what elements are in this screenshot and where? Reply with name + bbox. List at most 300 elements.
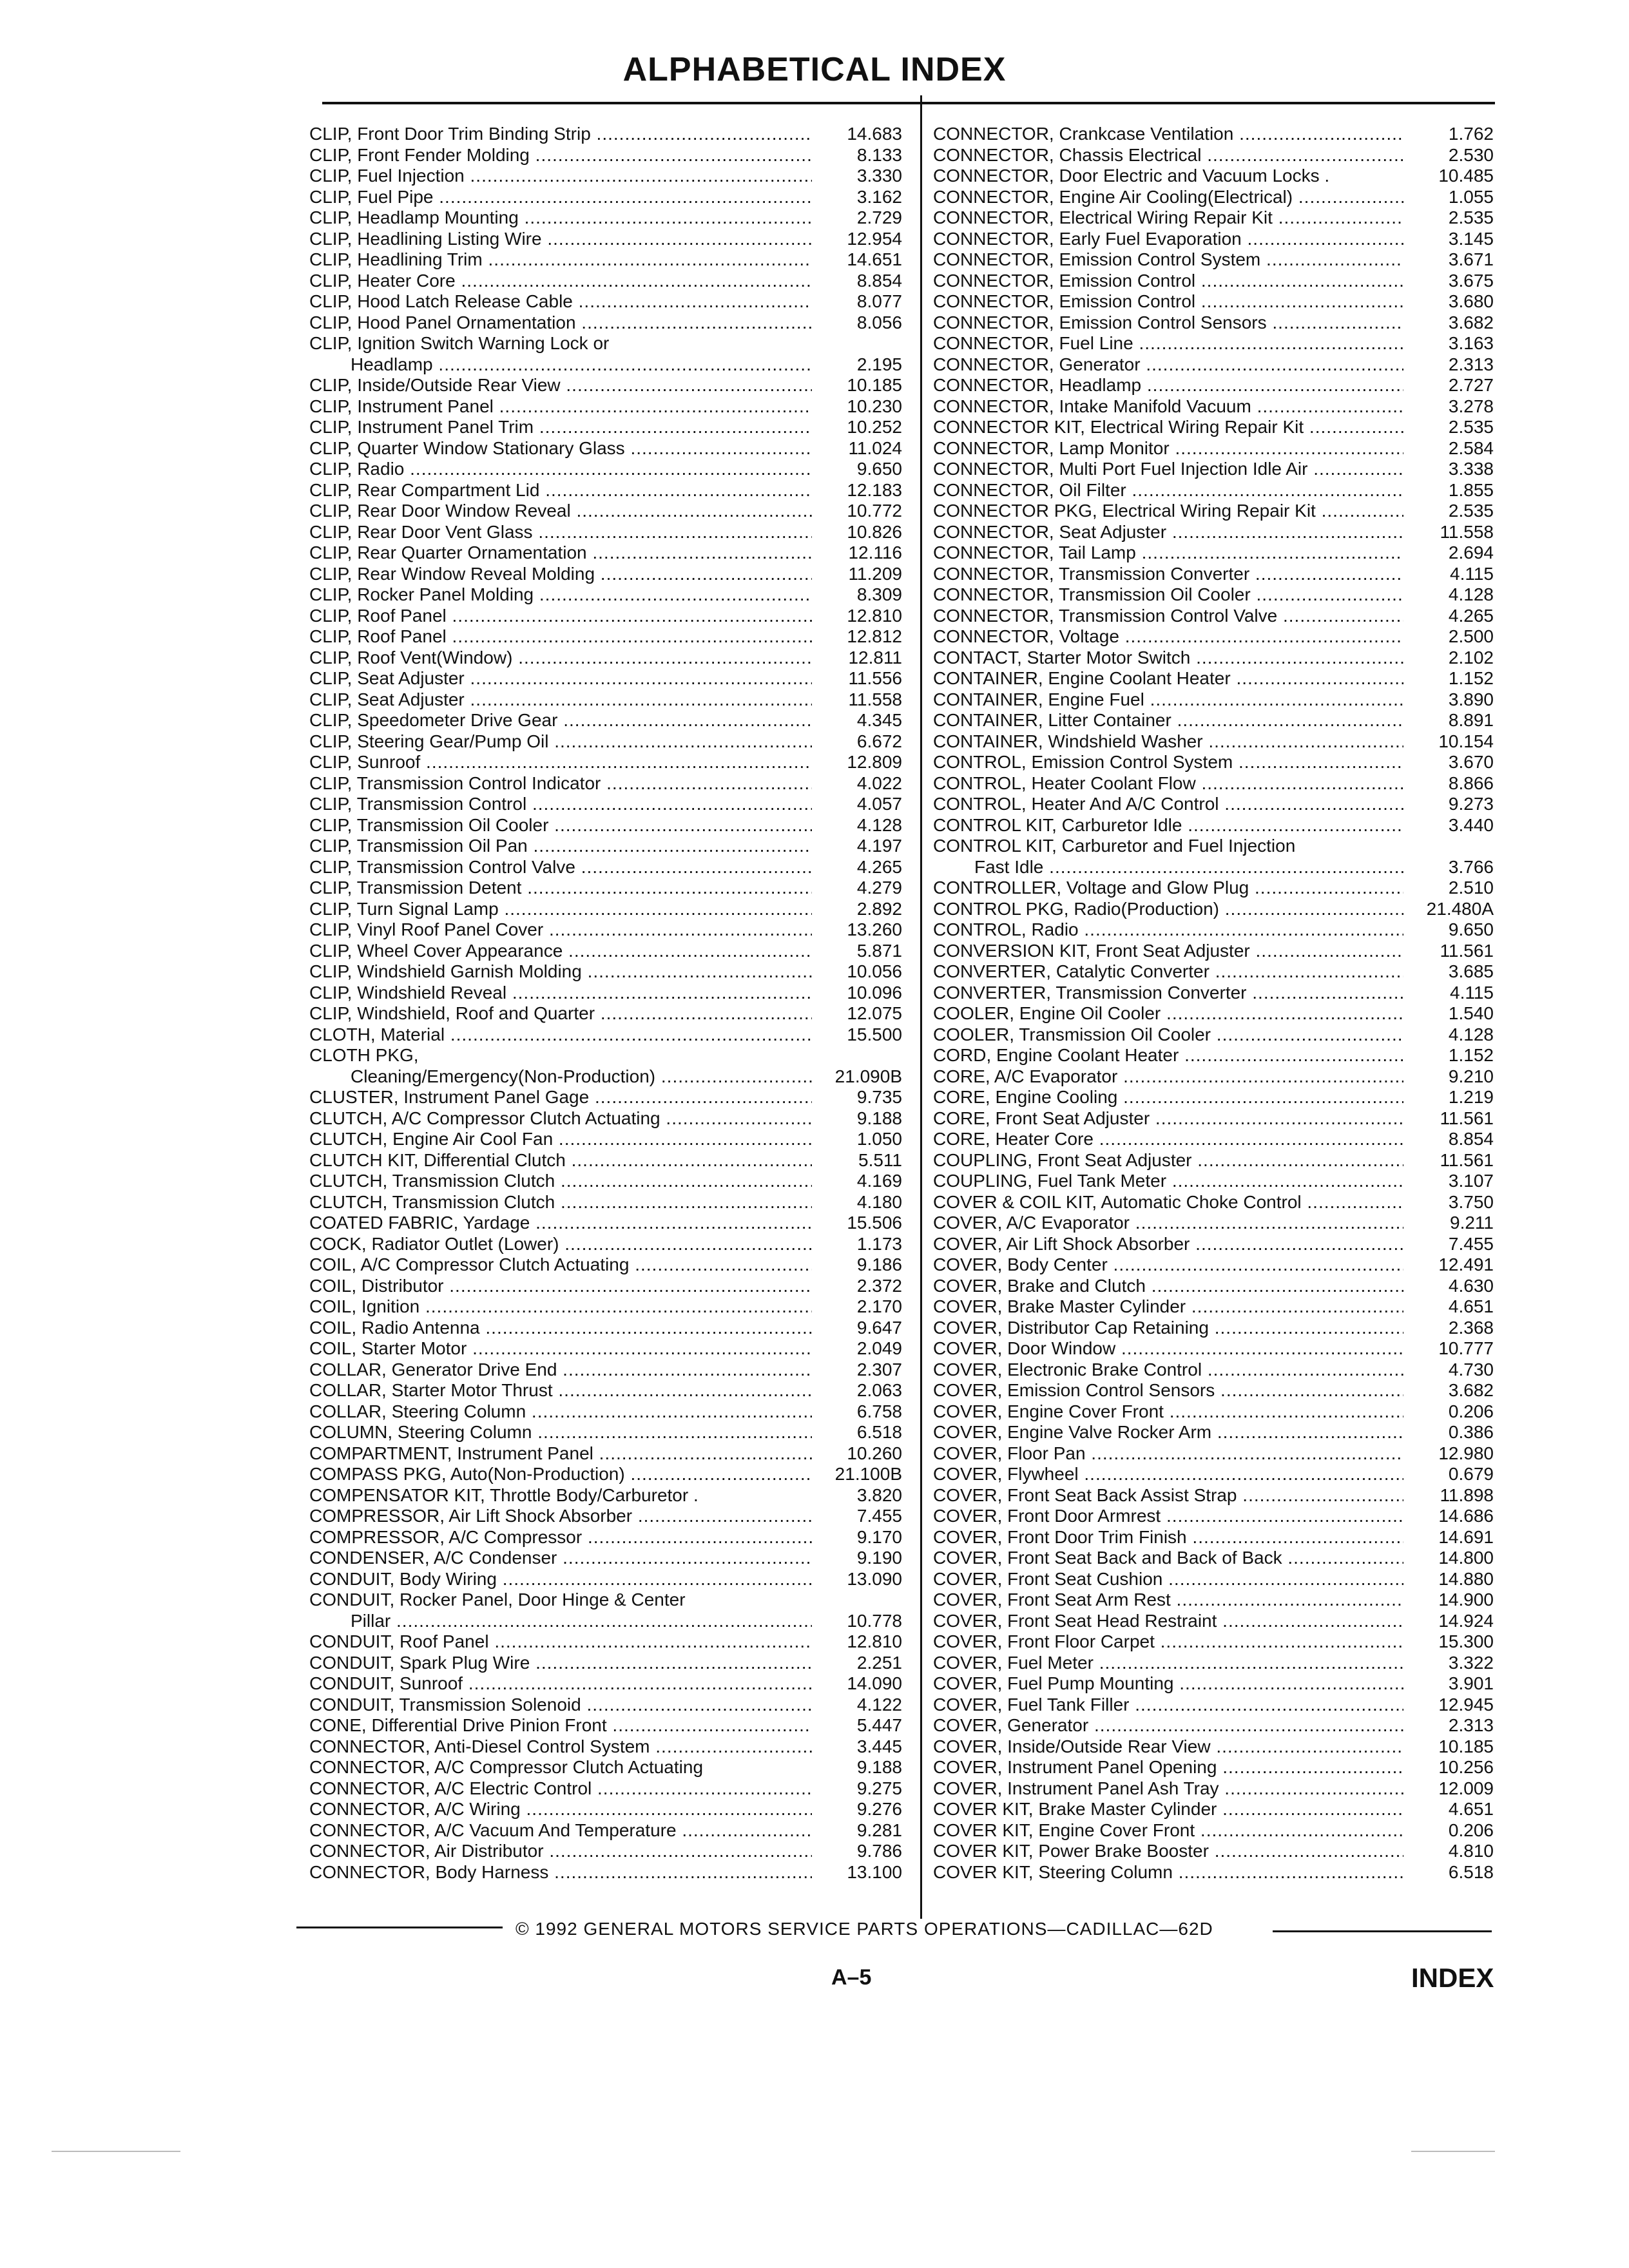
index-entry-reference: 9.735 <box>856 1087 902 1107</box>
index-entry <box>933 731 1494 753</box>
index-entry <box>309 564 902 585</box>
index-entry <box>309 1590 902 1611</box>
index-entry-reference: 9.650 <box>856 459 902 479</box>
index-entry-term: CONNECTOR, Fuel Line ..... <box>933 333 1403 354</box>
index-entry <box>933 1464 1494 1485</box>
index-entry-term: CONDUIT, Rocker Panel, Door Hinge & Center <box>309 1590 686 1610</box>
index-entry-term: CLIP, Roof Vent(Window) ..... <box>309 648 812 669</box>
index-entry-reference: 9.275 <box>856 1778 902 1798</box>
index-entry-term: CLIP, Roof Panel ..... <box>309 606 812 627</box>
index-entry <box>933 1631 1494 1653</box>
index-entry-reference: 7.455 <box>1448 1233 1494 1254</box>
index-entry-reference: 1.050 <box>856 1129 902 1149</box>
index-entry-reference: 4.651 <box>1448 1799 1494 1819</box>
index-column-right <box>933 124 1494 1883</box>
index-entry-term: CLIP, Seat Adjuster ..... <box>309 689 812 711</box>
index-entry-reference: 10.485 <box>1438 166 1494 186</box>
index-entry-term: COVER KIT, Brake Master Cylinder ..... <box>933 1799 1403 1820</box>
index-entry <box>309 1485 902 1506</box>
index-entry <box>933 1736 1494 1758</box>
index-entry-term: CONNECTOR, Generator ..... <box>933 354 1403 376</box>
index-entry-reference: 10.778 <box>847 1610 902 1631</box>
index-entry-reference: 8.866 <box>1448 773 1494 793</box>
index-entry <box>933 1360 1494 1381</box>
index-entry-term: COLLAR, Steering Column ..... <box>309 1401 812 1423</box>
index-entry <box>309 522 902 543</box>
index-entry <box>933 271 1494 292</box>
index-entry-reference: 2.102 <box>1448 647 1494 668</box>
index-entry <box>933 899 1494 920</box>
index-entry <box>933 1150 1494 1171</box>
index-entry <box>933 438 1494 459</box>
index-entry <box>933 919 1494 941</box>
index-entry <box>309 291 902 312</box>
index-entry <box>309 145 902 166</box>
index-entry-term: COMPENSATOR KIT, Throttle Body/Carburetor . <box>309 1485 699 1505</box>
index-entry-reference: 2.313 <box>1448 354 1494 374</box>
index-entry-term: CONTAINER, Litter Container ..... <box>933 710 1403 731</box>
index-entry-reference: 10.252 <box>847 417 902 437</box>
index-entry-reference: 3.675 <box>1448 270 1494 291</box>
index-entry <box>933 941 1494 962</box>
index-entry-reference: 12.009 <box>1438 1778 1494 1798</box>
index-entry-reference: 3.670 <box>1448 752 1494 772</box>
index-entry <box>933 354 1494 376</box>
index-entry-term: COVER, A/C Evaporator ..... <box>933 1213 1403 1234</box>
index-entry-reference: 12.810 <box>847 605 902 626</box>
index-entry-term: COVER & COIL KIT, Automatic Choke Control ..... <box>933 1192 1403 1213</box>
index-entry-term: CLIP, Fuel Injection ..... <box>309 166 812 187</box>
index-entry <box>309 1108 902 1129</box>
index-entry <box>309 1673 902 1695</box>
index-entry <box>309 501 902 522</box>
index-entry-term: COMPASS PKG, Auto(Non-Production) ..... <box>309 1464 812 1485</box>
index-entry-reference: 0.206 <box>1448 1401 1494 1421</box>
index-entry-reference: 4.345 <box>856 710 902 730</box>
index-entry-term: COUPLING, Fuel Tank Meter ..... <box>933 1171 1403 1192</box>
index-entry-reference: 3.766 <box>1448 856 1494 877</box>
index-entry-term: CLIP, Transmission Oil Pan ..... <box>309 836 812 857</box>
index-entry-term: CLUSTER, Instrument Panel Gage ..... <box>309 1087 812 1108</box>
index-entry <box>933 648 1494 669</box>
index-entry-reference: 8.077 <box>856 291 902 311</box>
index-entry <box>309 731 902 753</box>
index-entry-term: CLIP, Front Fender Molding ..... <box>309 145 812 166</box>
index-entry-reference: 12.811 <box>848 647 902 668</box>
index-entry <box>933 145 1494 166</box>
index-entry-term: COVER KIT, Power Brake Booster ..... <box>933 1841 1403 1862</box>
index-entry-reference: 9.186 <box>856 1254 902 1274</box>
index-entry-term: CLIP, Quarter Window Stationary Glass ..... <box>309 438 812 459</box>
index-entry-term: CLUTCH, Transmission Clutch ..... <box>309 1192 812 1213</box>
index-entry <box>309 1464 902 1485</box>
index-entry-reference: 2.510 <box>1448 878 1494 898</box>
index-entry-reference: 6.758 <box>856 1401 902 1421</box>
index-entry-term: CLIP, Instrument Panel Trim ..... <box>309 417 812 438</box>
index-entry <box>309 1087 902 1108</box>
index-entry <box>309 648 902 669</box>
index-entry-term: CLIP, Rear Window Reveal Molding ..... <box>309 564 812 585</box>
index-entry <box>933 1443 1494 1465</box>
index-entry <box>933 1841 1494 1862</box>
index-entry-reference: 2.892 <box>856 898 902 919</box>
index-entry-term: CONNECTOR, Transmission Converter ..... <box>933 564 1403 585</box>
index-entry <box>933 1024 1494 1046</box>
index-entry-term: CONNECTOR, Early Fuel Evaporation ..... <box>933 229 1403 250</box>
index-entry-term: CLIP, Transmission Control Indicator ..... <box>309 773 812 794</box>
index-entry <box>933 249 1494 271</box>
index-entry <box>933 312 1494 334</box>
footer-rule-right <box>1273 1930 1492 1932</box>
index-entry <box>309 1401 902 1423</box>
index-entry-term: COVER, Brake Master Cylinder ..... <box>933 1296 1403 1318</box>
index-entry <box>309 354 902 376</box>
index-entry-reference: 10.185 <box>847 375 902 395</box>
index-entry-reference: 3.820 <box>856 1485 902 1505</box>
index-entry <box>309 1611 902 1632</box>
index-entry <box>309 836 902 857</box>
index-entry <box>309 919 902 941</box>
index-entry <box>933 794 1494 815</box>
index-entry-term: CONNECTOR KIT, Electrical Wiring Repair Kit ..... <box>933 417 1403 438</box>
index-entry-term: COVER, Engine Cover Front ..... <box>933 1401 1403 1423</box>
index-entry-reference: 8.133 <box>856 144 902 165</box>
index-entry <box>309 710 902 731</box>
index-entry <box>933 1862 1494 1883</box>
index-entry-reference: 4.810 <box>1448 1841 1494 1861</box>
index-entry <box>933 1757 1494 1778</box>
index-entry-term: CONNECTOR, Air Distributor ..... <box>309 1841 812 1862</box>
index-entry-term: CONNECTOR, Door Electric and Vacuum Locks . <box>933 166 1330 186</box>
index-entry-term: COLLAR, Starter Motor Thrust ..... <box>309 1380 812 1401</box>
index-entry <box>309 1695 902 1716</box>
index-entry <box>933 1171 1494 1192</box>
index-entry <box>933 1254 1494 1276</box>
index-entry-term: CONNECTOR, A/C Electric Control ..... <box>309 1778 812 1800</box>
index-entry-term: COVER KIT, Steering Column ..... <box>933 1862 1403 1883</box>
index-entry <box>933 983 1494 1004</box>
index-entry-term: CONNECTOR, Emission Control System ..... <box>933 249 1403 271</box>
index-entry <box>309 1380 902 1401</box>
index-entry <box>933 124 1494 145</box>
index-entry-reference: 11.558 <box>1440 521 1494 542</box>
index-entry <box>933 1715 1494 1736</box>
index-entry-reference: 9.188 <box>856 1757 902 1777</box>
index-entry-term: CONNECTOR, A/C Vacuum And Temperature ..... <box>309 1820 812 1841</box>
index-entry <box>309 1778 902 1800</box>
index-entry <box>933 375 1494 396</box>
index-entry-term: CONNECTOR, Body Harness ..... <box>309 1862 812 1883</box>
index-entry <box>933 1527 1494 1548</box>
index-entry-term: COVER, Brake and Clutch ..... <box>933 1276 1403 1297</box>
index-entry <box>309 480 902 501</box>
index-entry <box>309 1276 902 1297</box>
index-entry <box>933 207 1494 229</box>
index-entry-term: CONNECTOR, Anti-Diesel Control System ..... <box>309 1736 812 1758</box>
index-entry-reference: 3.890 <box>1448 689 1494 709</box>
index-entry-reference: 5.511 <box>858 1149 902 1170</box>
index-entry-reference: 12.954 <box>847 228 902 249</box>
page-title: ALPHABETICAL INDEX <box>622 51 1007 88</box>
index-entry-reference: 4.128 <box>856 814 902 835</box>
index-entry <box>933 878 1494 899</box>
index-entry-reference: 4.197 <box>856 836 902 856</box>
index-entry <box>933 1569 1494 1590</box>
index-column-left <box>309 124 902 1883</box>
index-entry-term: COVER KIT, Engine Cover Front ..... <box>933 1820 1403 1841</box>
index-entry-term: CLIP, Windshield Garnish Molding ..... <box>309 961 812 983</box>
index-entry-reference: 10.096 <box>847 982 902 1003</box>
index-entry-term: COVER, Engine Valve Rocker Arm ..... <box>933 1422 1403 1443</box>
index-entry-reference: 14.800 <box>1438 1548 1494 1568</box>
index-entry-term: COMPRESSOR, A/C Compressor ..... <box>309 1527 812 1548</box>
index-entry-reference: 14.686 <box>1438 1506 1494 1526</box>
index-entry-term: COLUMN, Steering Column ..... <box>309 1422 812 1443</box>
index-entry-reference: 4.128 <box>1448 1024 1494 1044</box>
index-entry <box>309 249 902 271</box>
index-entry <box>309 1799 902 1820</box>
index-entry-reference: 2.313 <box>1448 1715 1494 1735</box>
index-entry <box>309 1045 902 1066</box>
index-entry-reference: 12.183 <box>847 479 902 500</box>
index-entry-reference: 11.556 <box>848 668 902 688</box>
index-entry-term: COMPRESSOR, Air Lift Shock Absorber ..... <box>309 1506 812 1527</box>
index-entry-term: CLIP, Sunroof ..... <box>309 752 812 773</box>
index-entry <box>309 668 902 689</box>
index-entry <box>309 229 902 250</box>
index-entry-reference: 2.535 <box>1448 207 1494 227</box>
index-entry-term: CLIP, Rear Door Window Reveal ..... <box>309 501 812 522</box>
index-entry-term: COVER, Front Seat Cushion ..... <box>933 1569 1403 1590</box>
index-entry-term: CONTROL KIT, Carburetor Idle ..... <box>933 815 1403 836</box>
index-entry-reference: 12.810 <box>847 1631 902 1651</box>
index-entry <box>309 1569 902 1590</box>
index-entry-reference: 12.809 <box>847 752 902 772</box>
index-entry-term: CLOTH, Material ..... <box>309 1024 812 1046</box>
index-entry-term: CONNECTOR, Transmission Oil Cooler ..... <box>933 584 1403 606</box>
index-entry-term: COCK, Radiator Outlet (Lower) ..... <box>309 1234 812 1255</box>
index-entry <box>933 689 1494 711</box>
index-entry <box>933 229 1494 250</box>
copyright-notice: © 1992 GENERAL MOTORS SERVICE PARTS OPERATIONS—CADILLAC—62D <box>516 1919 1213 1939</box>
index-entry-term: CONNECTOR, Emission Control Sensors ..... <box>933 312 1403 334</box>
index-entry <box>933 961 1494 983</box>
index-entry-reference: 0.679 <box>1448 1464 1494 1484</box>
index-entry-term: CONNECTOR, Engine Air Cooling(Electrical) ..... <box>933 187 1403 208</box>
index-entry <box>933 1820 1494 1841</box>
index-entry <box>309 1527 902 1548</box>
index-entry <box>933 710 1494 731</box>
index-entry-reference: 11.558 <box>848 689 902 709</box>
index-entry <box>933 626 1494 648</box>
index-entry-term: CONTROL, Heater And A/C Control ..... <box>933 794 1403 815</box>
section-name: INDEX <box>1411 1963 1494 1993</box>
index-entry <box>933 543 1494 564</box>
index-entry-reference: 9.273 <box>1448 794 1494 814</box>
index-entry <box>309 271 902 292</box>
index-entry-term: CLIP, Turn Signal Lamp ..... <box>309 899 812 920</box>
index-entry-reference: 10.826 <box>847 521 902 542</box>
index-entry-term: COVER, Emission Control Sensors ..... <box>933 1380 1403 1401</box>
index-entry-term: CLIP, Transmission Control Valve ..... <box>309 857 812 878</box>
index-entry-reference: 6.518 <box>1448 1861 1494 1882</box>
index-entry <box>933 187 1494 208</box>
index-entry <box>933 1673 1494 1695</box>
index-entry-reference: 9.190 <box>856 1548 902 1568</box>
index-entry-term: CONTROL KIT, Carburetor and Fuel Injection <box>933 836 1296 856</box>
index-entry-reference: 3.322 <box>1448 1652 1494 1673</box>
footer-rule-left <box>296 1927 503 1928</box>
index-entry <box>309 1318 902 1339</box>
index-entry-reference: 2.372 <box>856 1275 902 1296</box>
index-entry-reference: 1.152 <box>1448 668 1494 688</box>
index-entry-term: CONTROL, Emission Control System ..... <box>933 752 1403 773</box>
index-entry-reference: 14.683 <box>847 124 902 144</box>
index-entry <box>309 1003 902 1024</box>
index-entry <box>309 773 902 794</box>
index-entry-reference: 1.173 <box>856 1233 902 1254</box>
index-entry-reference: 4.115 <box>1450 982 1494 1003</box>
index-entry <box>933 291 1494 312</box>
index-entry-term: CONNECTOR, Headlamp ..... <box>933 375 1403 396</box>
index-entry <box>309 1360 902 1381</box>
index-entry-term: CONNECTOR, Transmission Control Valve ..... <box>933 606 1403 627</box>
index-entry-term: CLIP, Rear Compartment Lid ..... <box>309 480 812 501</box>
index-entry-term: CORE, Front Seat Adjuster ..... <box>933 1108 1403 1129</box>
index-entry <box>933 166 1494 187</box>
index-entry-term: COVER, Front Floor Carpet ..... <box>933 1631 1403 1653</box>
index-entry-reference: 9.276 <box>856 1799 902 1819</box>
index-entry-reference: 14.691 <box>1438 1526 1494 1547</box>
index-entry-reference: 21.480A <box>1426 898 1494 919</box>
scan-artifact-left <box>52 2151 180 2152</box>
index-entry-term: CONTROL PKG, Radio(Production) ..... <box>933 899 1403 920</box>
index-entry <box>309 1213 902 1234</box>
index-entry-reference: 5.447 <box>856 1715 902 1735</box>
index-entry-reference: 9.188 <box>856 1108 902 1128</box>
index-entry-reference: 0.206 <box>1448 1820 1494 1840</box>
index-entry-reference: 10.185 <box>1438 1736 1494 1756</box>
index-entry-term: CLIP, Wheel Cover Appearance ..... <box>309 941 812 962</box>
index-entry <box>309 1338 902 1360</box>
index-entry-term: CONNECTOR, Chassis Electrical ..... <box>933 145 1403 166</box>
index-entry <box>933 815 1494 836</box>
index-entry <box>309 899 902 920</box>
index-entry-term: COIL, Starter Motor ..... <box>309 1338 812 1360</box>
index-entry-reference: 10.256 <box>1438 1757 1494 1777</box>
index-entry-term: CLIP, Steering Gear/Pump Oil ..... <box>309 731 812 753</box>
index-entry-term: CLIP, Seat Adjuster ..... <box>309 668 812 689</box>
index-entry-reference: 10.772 <box>847 501 902 521</box>
index-entry-reference: 1.055 <box>1448 186 1494 207</box>
index-entry-term: CONNECTOR, Tail Lamp ..... <box>933 543 1403 564</box>
index-entry-reference: 9.647 <box>856 1317 902 1338</box>
index-entry-reference: 3.445 <box>856 1736 902 1756</box>
index-entry-reference: 6.518 <box>856 1422 902 1442</box>
index-entry-reference: 9.170 <box>856 1526 902 1547</box>
index-entry-term: CLUTCH KIT, Differential Clutch ..... <box>309 1150 812 1171</box>
index-entry-term: CONTAINER, Engine Fuel ..... <box>933 689 1403 711</box>
index-entry <box>933 1653 1494 1674</box>
index-entry <box>309 1736 902 1758</box>
index-entry-term: COVER, Fuel Meter ..... <box>933 1653 1403 1674</box>
index-entry-term: CONNECTOR, Voltage ..... <box>933 626 1403 648</box>
index-entry-term: COVER, Instrument Panel Ash Tray ..... <box>933 1778 1403 1800</box>
page-number: A–5 <box>831 1965 872 1990</box>
index-entry-reference: 11.561 <box>1440 1108 1494 1128</box>
index-entry <box>309 1653 902 1674</box>
index-entry <box>309 166 902 187</box>
index-entry <box>309 941 902 962</box>
index-entry-reference: 1.540 <box>1448 1003 1494 1023</box>
index-entry <box>933 1234 1494 1255</box>
index-entry <box>933 1401 1494 1423</box>
index-entry <box>309 857 902 878</box>
index-entry <box>309 689 902 711</box>
index-entry-term: COVER, Floor Pan ..... <box>933 1443 1403 1465</box>
index-entry-term: CORE, Engine Cooling ..... <box>933 1087 1403 1108</box>
index-entry-term: CLIP, Fuel Pipe ..... <box>309 187 812 208</box>
index-entry-term: CLIP, Windshield, Roof and Quarter ..... <box>309 1003 812 1024</box>
index-entry <box>309 438 902 459</box>
index-entry-reference: 12.812 <box>847 626 902 646</box>
index-entry-reference: 3.680 <box>1448 291 1494 311</box>
index-entry-reference: 10.230 <box>847 396 902 416</box>
index-entry-reference: 1.219 <box>1448 1087 1494 1107</box>
index-entry-reference: 0.386 <box>1448 1422 1494 1442</box>
index-entry-reference: 2.251 <box>856 1652 902 1673</box>
index-entry <box>309 1254 902 1276</box>
index-entry-term: COMPARTMENT, Instrument Panel ..... <box>309 1443 812 1465</box>
index-entry <box>933 1192 1494 1213</box>
index-entry-term: CONTAINER, Windshield Washer ..... <box>933 731 1403 753</box>
index-entry-reference: 2.307 <box>856 1359 902 1379</box>
index-entry-reference: 2.530 <box>1448 144 1494 165</box>
index-entry <box>933 1045 1494 1066</box>
index-entry-reference: 14.090 <box>847 1673 902 1693</box>
index-entry-reference: 4.730 <box>1448 1359 1494 1379</box>
index-entry-reference: 2.368 <box>1448 1317 1494 1338</box>
index-entry-term: Headlamp ..... <box>309 354 812 376</box>
index-entry-term: COIL, Distributor ..... <box>309 1276 812 1297</box>
index-entry-reference: 10.154 <box>1438 731 1494 751</box>
index-entry <box>309 396 902 418</box>
index-entry-reference: 1.855 <box>1448 479 1494 500</box>
index-entry <box>933 480 1494 501</box>
index-entry-term: COVER, Front Door Trim Finish ..... <box>933 1527 1403 1548</box>
index-entry <box>933 1778 1494 1800</box>
index-entry <box>309 1234 902 1255</box>
index-entry-reference: 12.116 <box>848 543 902 562</box>
index-entry <box>933 1213 1494 1234</box>
index-entry-term: CLIP, Vinyl Roof Panel Cover ..... <box>309 919 812 941</box>
index-entry <box>309 1820 902 1841</box>
index-entry-reference: 4.630 <box>1448 1275 1494 1296</box>
index-entry <box>309 543 902 564</box>
index-entry-term: CONNECTOR, Multi Port Fuel Injection Idle Air ..... <box>933 459 1403 480</box>
index-entry <box>309 1862 902 1883</box>
index-entry-term: CONNECTOR, Crankcase Ventilation ..... <box>933 124 1403 145</box>
index-entry-term: COIL, A/C Compressor Clutch Actuating ..... <box>309 1254 812 1276</box>
index-entry-reference: 3.162 <box>856 186 902 207</box>
index-entry <box>309 459 902 480</box>
index-entry <box>933 668 1494 689</box>
index-entry-term: Cleaning/Emergency(Non-Production) ..... <box>309 1066 812 1088</box>
index-entry-term: CLIP, Rear Door Vent Glass ..... <box>309 522 812 543</box>
index-entry-term: CONTACT, Starter Motor Switch ..... <box>933 648 1403 669</box>
index-entry-reference: 3.145 <box>1448 228 1494 249</box>
index-entry-reference: 10.260 <box>847 1443 902 1463</box>
